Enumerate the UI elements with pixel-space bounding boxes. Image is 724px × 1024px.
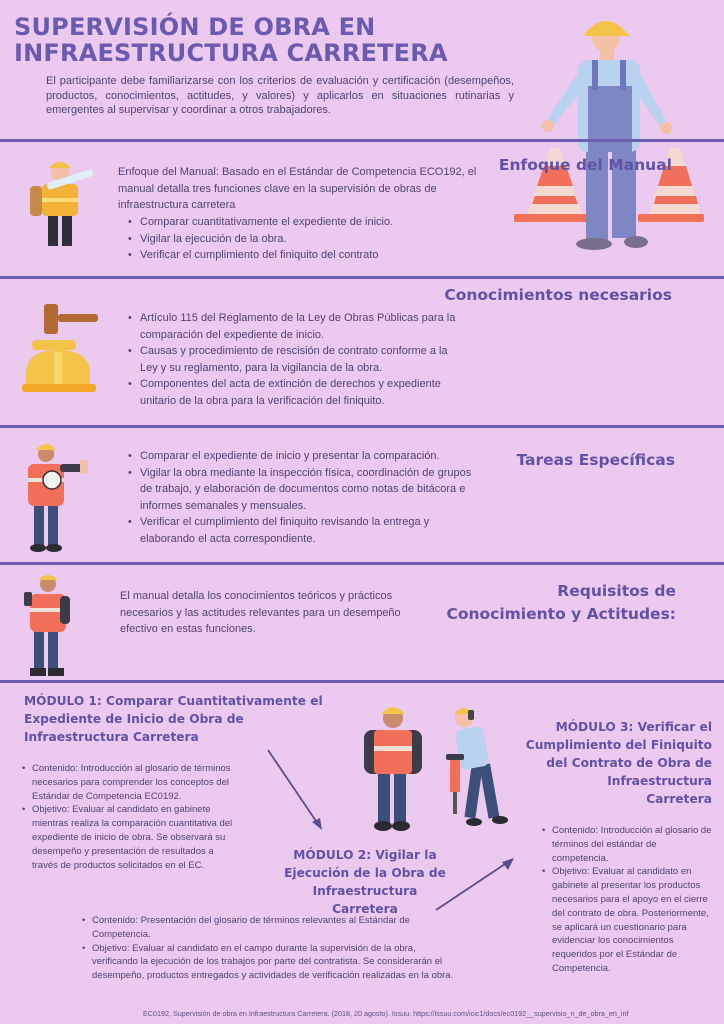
list-item: • Verificar el cumplimiento del finiquito del contrato (120, 247, 480, 264)
worker-carrying-pipe-icon (26, 154, 96, 250)
arrow-icon (262, 746, 328, 834)
requisitos-heading-line-1: Requisitos de (557, 582, 676, 600)
list-item: • Comparar el expediente de inicio y presentar la comparación. (120, 448, 476, 465)
worker-with-cones-icon (508, 8, 704, 258)
enfoque-heading: Enfoque del Manual (498, 156, 672, 174)
modulo2-title (272, 846, 458, 918)
list-item: • Componentes del acta de extinción de derechos y expediente unitario de la obra para la verificación del finiquito. (120, 376, 460, 409)
section-divider (0, 425, 724, 428)
page-title (14, 14, 534, 66)
list-item: • Contenido: Presentación del glosario de términos relevantes al Estándar de Competencia. (80, 914, 454, 942)
modulo1-title (24, 692, 354, 746)
list-item: • Vigilar la ejecución de la obra. (120, 231, 480, 248)
conocimientos-heading: Conocimientos necesarios (444, 286, 672, 304)
modulo3-title-line: Carretera (646, 792, 712, 806)
gavel-hardhat-icon (20, 300, 102, 396)
modulo3-title-line: Infraestructura (607, 774, 712, 788)
requisitos-heading-line-2: Conocimiento y Actitudes: (446, 605, 676, 623)
modulo1-list (20, 762, 242, 872)
title-line-2: INFRAESTRUCTURA CARRETERA (14, 39, 448, 67)
modulo3-title-line: MÓDULO 3: Verificar el (555, 720, 712, 734)
modulo2-list (80, 914, 454, 983)
tareas-list (120, 448, 476, 547)
section-divider (0, 276, 724, 279)
list-item: • Objetivo: Evaluar al candidato en el campo durante la supervisión de la obra, verificando la ejecución de los trabajos por parte del contratista. Se considerarán el desempeño, productos entregados y actividades de verificación realizadas en la obra. (80, 942, 454, 983)
list-item: • Contenido: Introducción al glosario de términos necesarios para comprender los conceptos del Estándar de Competencia EC0192. (20, 762, 242, 803)
title-line-1: SUPERVISIÓN DE OBRA EN (14, 13, 376, 41)
list-item: • Objetivo: Evaluar al candidato en gabinete al presentar los productos necesarios para el apoyo en el cierre del contrato de obra. Posteriormente, se aplicará un cuestionario para evidenciar los conocimientos requeridos por el Estándar de Competencia. (540, 865, 712, 975)
modulo2-title-line: Infraestructura (312, 884, 418, 898)
modulo1-title-line: Expediente de Inicio de Obra de (24, 712, 244, 726)
modulo1-title-line: MÓDULO 1: Comparar Cuantitativamente el (24, 694, 323, 708)
conocimientos-list (120, 310, 460, 409)
list-item: • Artículo 115 del Reglamento de la Ley de Obras Públicas para la comparación del expediente de inicio. (120, 310, 460, 343)
intro-paragraph: El participante debe familiarizarse con los criterios de evaluación y certificación (desempeños, productos, conocimientos, actitudes, y valores) y aplicarlos en situaciones rutinarias y emergentes al supervisar y coordinar a otros trabajadores. (46, 75, 514, 116)
modulo2-title-line: Carretera (332, 902, 398, 916)
list-item: • Causas y procedimiento de rescisión de contrato conforme a la Ley y su reglamento, para la vigilancia de la obra. (120, 343, 460, 376)
list-item: • Contenido: Introducción al glosario de términos del estándar de competencia. (540, 824, 712, 865)
modulo3-title-line: del Contrato de Obra de (546, 756, 712, 770)
section-divider (0, 139, 724, 142)
worker-vest-icon (360, 700, 426, 834)
list-item: • Vigilar la obra mediante la inspección física, coordinación de grupos de trabajo, y elaboración de documentos como notas de bitácora e informes semanales y mensuales. (120, 465, 476, 515)
requisitos-heading (410, 580, 676, 626)
enfoque-list (120, 214, 480, 264)
requisitos-text: El manual detalla los conocimientos teóricos y prácticos necesarios y las actitudes relevantes para un desempeño efectivo en estas funciones. (120, 590, 401, 635)
enfoque-text: Enfoque del Manual: Basado en el Estándar de Competencia ECO192, el manual detalla tres funciones clave en la supervisión de obras de infraestructura carretera (118, 166, 477, 211)
section-divider (0, 562, 724, 565)
tareas-heading: Tareas Específicas (516, 451, 675, 469)
modulo3-title (500, 718, 712, 808)
footer-citation: EC0192, Supervisión de obra en Infraestructura Carretera. (2018, 20 agosto). Issuu. https://issuu.com/icic1/docs/ec0192__supervisio_n_de_obra_en_inf (143, 1009, 629, 1018)
section-divider (0, 680, 724, 683)
modulo3-list (540, 824, 712, 976)
modulo1-title-line: Infraestructura Carretera (24, 730, 199, 744)
worker-radio-icon (20, 570, 76, 678)
list-item: • Objetivo: Evaluar al candidato en gabinete mientras realiza la comparación cuantitativa del expediente de inicio de obra. Se observará su desempeño y presentación de resultados a través de productos solicitados en el EC. (20, 803, 242, 872)
modulo2-title-line: Ejecución de la Obra de (284, 866, 446, 880)
worker-stop-sign-icon (20, 438, 92, 554)
modulo3-title-line: Cumplimiento del Finiquito (525, 738, 712, 752)
modulo2-title-line: MÓDULO 2: Vigilar la (293, 848, 437, 862)
list-item: • Comparar cuantitativamente el expediente de inicio. (120, 214, 480, 231)
list-item: • Verificar el cumplimiento del finiquito revisando la entrega y elaborando el acta correspondiente. (120, 514, 476, 547)
